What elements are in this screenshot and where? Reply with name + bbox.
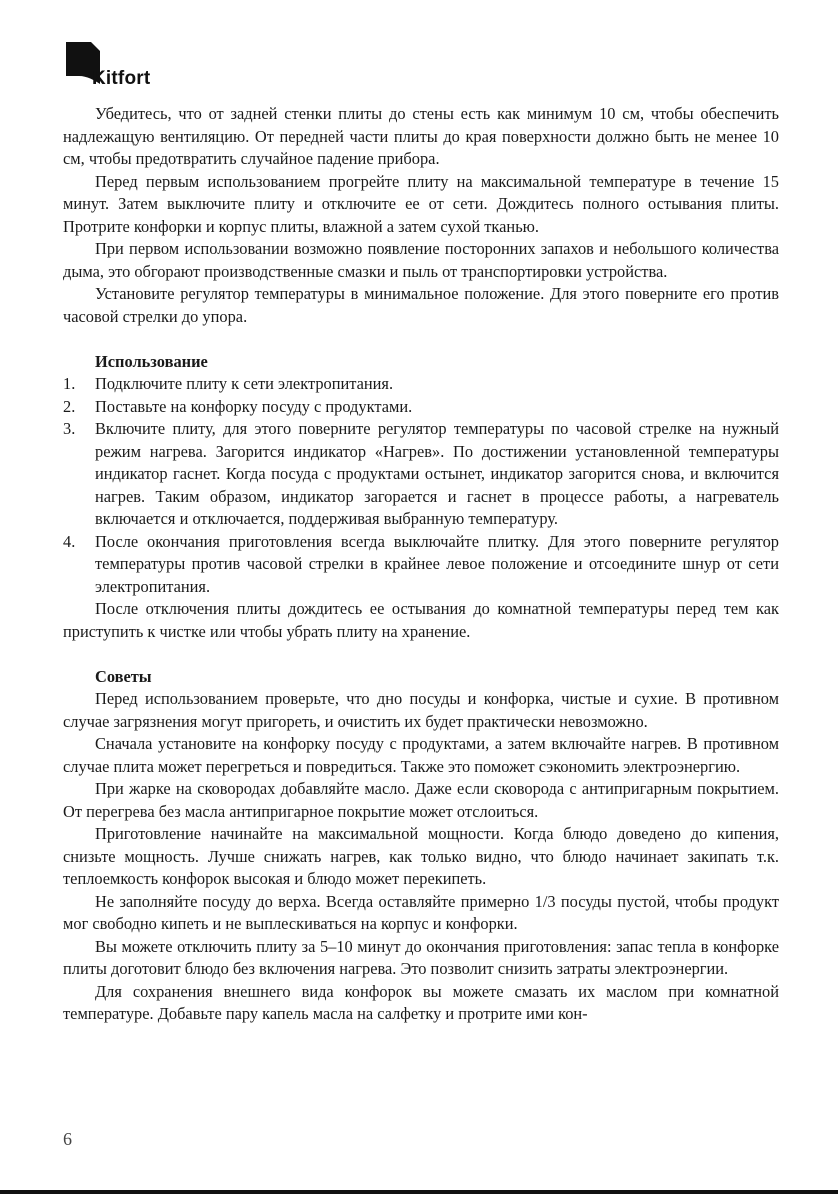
tip-paragraph: Не заполняйте посуду до верха. Всегда оставляйте примерно 1/3 посуды пустой, чтобы продукт мог свободно кипеть и не выплескиваться на корпус и конфорки. (63, 891, 779, 933)
page-number: 6 (63, 1129, 72, 1149)
tips-heading: Советы (95, 666, 152, 686)
list-item (63, 373, 779, 396)
tip-paragraph: Перед использованием проверьте, что дно посуды и конфорка, чистые и сухие. В противном случае загрязнения могут пригореть, и очистить их будет практически невозможно. (63, 689, 779, 731)
list-item (63, 418, 779, 531)
tip-paragraph: Для сохранения внешнего вида конфорок вы можете смазать их маслом при комнатной температуре. Добавьте пару капель масла на салфетку и протрите ими кон- (63, 981, 779, 1023)
step-number: 3. (63, 419, 76, 438)
tip-paragraph: Приготовление начинайте на максимальной мощности. Когда блюдо доведено до кипения, снизьте мощность. Лучше снижать нагрев, как только видно, что блюдо начинает закипать т.к. теплоемкость конфорок высокая и блюдо может перекипеть. (63, 824, 779, 888)
usage-heading: Использование (95, 351, 208, 371)
usage-steps-list (63, 373, 779, 598)
list-item (63, 396, 779, 419)
intro-paragraph: Установите регулятор температуры в минимальное положение. Для этого поверните его против часовой стрелки до упора. (63, 284, 779, 326)
step-number: 1. (63, 374, 76, 393)
step-text: Подключите плиту к сети электропитания. (95, 374, 394, 393)
intro-paragraph: При первом использовании возможно появление посторонних запахов и небольшого количества дыма, это обгорают производственные смазки и пыль от транспортировки устройства. (63, 239, 779, 281)
step-text: Включите плиту, для этого поверните регулятор температуры по часовой стрелке на нужный режим нагрева. Загорится индикатор «Нагрев». По достижении установленной температуры индикатор гаснет. Когда посуда с продуктами остынет, индикатор загорится снова, и включится нагрев. Таким образом, индикатор загорается и гаснет в процессе работы, а нагреватель включается и отключается, поддерживая выбранную температуру. (95, 419, 779, 528)
bottom-border (0, 1190, 838, 1194)
intro-paragraph: Перед первым использованием прогрейте плиту на максимальной температуре в течение 15 минут. Затем выключите плиту и отключите ее от сети. Дождитесь полного остывания плиты. Протрите конфорки и корпус плиты, влажной а затем сухой тканью. (63, 171, 779, 236)
intro-paragraph: Убедитесь, что от задней стенки плиты до стены есть как минимум 10 см, чтобы обеспечить надлежащую вентиляцию. От передней части плиты до края поверхности должно быть не менее 10 см, чтобы предотвратить случайное падение прибора. (63, 104, 779, 168)
brand-name: Kitfort (92, 68, 151, 89)
step-text: После окончания приготовления всегда выключайте плитку. Для этого поверните регулятор температуры против часовой стрелки в крайнее левое положение и отсоедините шнур от сети электропитания. (95, 531, 779, 596)
tip-paragraph: Сначала установите на конфорку посуду с продуктами, а затем включайте нагрев. В противном случае плита может перегреться и повредиться. Также это поможет сэкономить электроэнергию. (63, 734, 779, 776)
step-text: Поставьте на конфорку посуду с продуктами. (95, 396, 413, 416)
section-spacer (63, 328, 779, 351)
tip-paragraph: При жарке на сковородах добавляйте масло. Даже если сковорода с антипригарным покрытием. От перегрева без масла антипригарное покрытие может отслоиться. (63, 779, 779, 821)
page-content (63, 103, 779, 1026)
list-item (63, 531, 779, 599)
section-spacer (63, 643, 779, 666)
step-number: 2. (63, 396, 76, 416)
usage-after-paragraph: После отключения плиты дождитесь ее остывания до комнатной температуры перед тем как приступить к чистке или чтобы убрать плиту на хранение. (63, 599, 779, 641)
tip-paragraph: Вы можете отключить плиту за 5–10 минут до окончания приготовления: запас тепла в конфорке плиты доготовит блюдо без включения нагрева. Это позволит снизить затраты электроэнергии. (63, 936, 779, 978)
step-number: 4. (63, 531, 76, 551)
